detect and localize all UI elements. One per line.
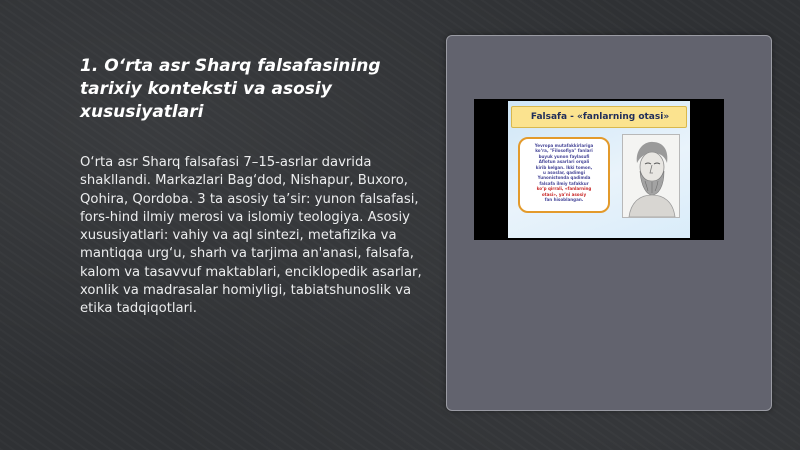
- bust-illustration: [623, 135, 679, 217]
- embedded-slide: [508, 101, 690, 238]
- embedded-text-line: kirib kelgan. Ikki tomon,: [535, 164, 593, 170]
- embedded-text-line: Yevropa mutafakkirlariga: [534, 143, 594, 148]
- embedded-text-line: u asoslar, qadimgi: [543, 170, 585, 176]
- slide-body-text: O‘rta asr Sharq falsafasi 7–15-asrlar davrida shakllandi. Markazlari Bag‘dod, Nishapur, Buxoro, Qohira, Qordoba. 3 ta asosiy ta’sir: yunon falsafasi, fors-hind ilmiy merosi va islomiy teologiya. Asosiy xususiyatlari: vahiy va aql sintezi, metafizika va mantiqqa urg‘u, sharh va tarjima an'anasi, falsafa, kalom va tasavvuf maktablari, enciklopedik asarlar, xonlik va madrasalar homiyligi, tabiatshunoslik va etika tadqiqotlari.: [80, 155, 422, 317]
- embedded-text-line: otasi», ya’ni asosiy: [541, 191, 587, 197]
- embedded-slide-title: Falsafa - «fanlarning otasi»: [530, 112, 670, 122]
- embedded-text-line: fan hisoblangan.: [544, 197, 584, 203]
- embedded-slide-textbox: [518, 137, 610, 213]
- embedded-text-line: ko‘p qirrali, «fanlarning: [536, 186, 592, 192]
- embedded-text-line: Yunonistonda qadimda: [537, 175, 591, 181]
- embedded-slide-header: [511, 106, 687, 128]
- philosopher-portrait-icon: [622, 134, 680, 218]
- embedded-text-line: falsafa ilmiy tafakkur: [539, 180, 589, 186]
- embedded-text-line: ko‘ra, "Filosofiya" fanlari: [535, 148, 593, 154]
- embedded-text-line: buyuk yunon faylasufi: [538, 153, 590, 159]
- slide-title: 1. O‘rta asr Sharq falsafasining tarixiy konteksti va asosiy xususiyatlari: [80, 56, 381, 122]
- embedded-image: [474, 99, 724, 240]
- embedded-text-line: Aflotun asarlari orqali: [538, 159, 590, 165]
